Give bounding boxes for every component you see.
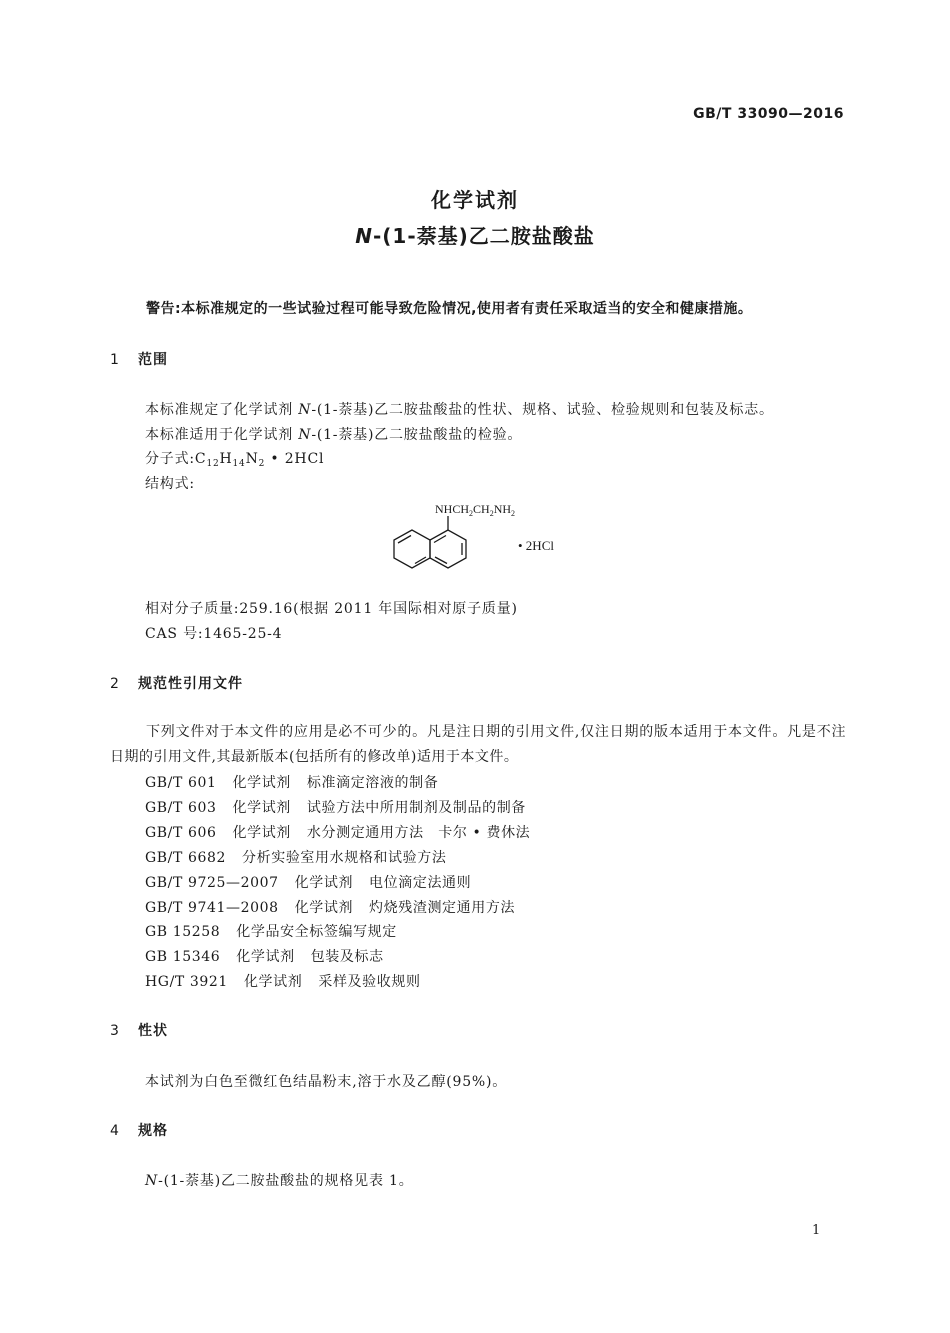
- properties-text: 本试剂为白色至微红色结晶粉末,溶于水及乙醇(95%)。: [145, 1074, 508, 1090]
- italic-n: N: [298, 427, 312, 443]
- reference-code: GB/T 606: [145, 825, 217, 841]
- reference-item: [145, 872, 471, 892]
- structural-formula-diagram: [380, 498, 580, 580]
- section-title: 规范性引用文件: [138, 676, 243, 692]
- reference-title: 试验方法中所用制剂及制品的制备: [306, 800, 526, 816]
- formula-sub: 12: [206, 459, 220, 469]
- naphthalene-rings: [394, 516, 466, 568]
- specification-text: [145, 1170, 414, 1190]
- reference-item: [145, 946, 384, 966]
- section-3-heading: [110, 1020, 168, 1040]
- section-2-heading: [110, 673, 243, 693]
- structure-label: 结构式:: [145, 476, 195, 492]
- reference-name: 化学试剂: [243, 974, 303, 990]
- normative-references-intro: 下列文件对于本文件的应用是必不可少的。凡是注日期的引用文件,仅注日期的版本适用于本文件。凡是不注日期的引用文件,其最新版本(包括所有的修改单)适用于本文件。: [110, 724, 846, 765]
- formula-label: 分子式:: [145, 451, 195, 467]
- section-number: 2: [110, 676, 120, 692]
- reference-name: 化学试剂: [294, 875, 354, 891]
- reference-code: GB 15258: [145, 924, 221, 940]
- formula-sub: 2: [258, 459, 266, 469]
- scope-paragraph-1: [145, 399, 774, 419]
- reference-name: 化学试剂: [294, 900, 354, 916]
- title-line-2-rest: -(1-萘基)乙二胺盐酸盐: [372, 224, 595, 248]
- reference-title: 标准滴定溶液的制备: [306, 775, 439, 791]
- text-run: 本标准规定了化学试剂: [145, 402, 299, 418]
- formula-h: H: [219, 451, 233, 467]
- reference-code: GB/T 603: [145, 800, 217, 816]
- reference-title: 灼烧残渣测定通用方法: [369, 900, 516, 916]
- reference-name: 化学试剂: [232, 825, 291, 841]
- reference-code: GB 15346: [145, 949, 221, 965]
- text-run: -(1-萘基)乙二胺盐酸盐的性状、规格、试验、检验规则和包装及标志。: [311, 402, 774, 418]
- reference-code: HG/T 3921: [145, 974, 228, 990]
- reference-item: [145, 921, 413, 941]
- section-title: 规格: [138, 1123, 168, 1139]
- formula-suffix: • 2HCl: [265, 451, 325, 467]
- reference-name: 分析实验室用水规格和试验方法: [242, 850, 447, 866]
- italic-n: N: [145, 1173, 159, 1189]
- italic-n: N: [298, 402, 312, 418]
- formula-c: C: [194, 451, 207, 467]
- reference-title: 电位滴定法通则: [369, 875, 472, 891]
- reference-item: [145, 822, 530, 842]
- title-line-1: 化学试剂: [431, 188, 519, 212]
- left-ring: [394, 530, 430, 568]
- section-title: 性状: [138, 1023, 168, 1039]
- scope-paragraph-2: [145, 424, 522, 444]
- reference-code: GB/T 6682: [145, 850, 227, 866]
- reference-code: GB/T 601: [145, 775, 217, 791]
- section-number: 1: [110, 352, 120, 368]
- text-run: -(1-萘基)乙二胺盐酸盐的检验。: [311, 427, 523, 443]
- reference-code: GB/T 9725—2007: [145, 875, 279, 891]
- section-number: 4: [110, 1123, 120, 1139]
- title-line-2: [0, 220, 950, 249]
- right-ring: [430, 530, 466, 568]
- standard-code: GB/T 33090—2016: [693, 106, 844, 122]
- section-1-heading: [110, 349, 168, 369]
- text-run: 本标准适用于化学试剂: [145, 427, 299, 443]
- reference-title: 水分测定通用方法 卡尔 • 费休法: [306, 825, 531, 841]
- section-number: 3: [110, 1023, 120, 1039]
- section-title: 范围: [138, 352, 168, 368]
- page-number: 1: [812, 1223, 821, 1238]
- cas-number: CAS 号:1465-25-4: [145, 626, 283, 642]
- reference-item: [145, 971, 421, 991]
- text-run: -(1-萘基)乙二胺盐酸盐的规格见表 1。: [158, 1173, 414, 1189]
- formula-sub: 14: [232, 459, 246, 469]
- reference-item: [145, 847, 462, 867]
- formula-n: N: [245, 451, 259, 467]
- substituent-label: $NHCH_2CH_2NH_2$: [435, 502, 516, 518]
- title-italic-n: N: [355, 224, 373, 248]
- reference-title: 包装及标志: [310, 949, 384, 965]
- reference-title: 采样及验收规则: [318, 974, 421, 990]
- reference-item: [145, 772, 438, 792]
- reference-item: [145, 797, 526, 817]
- reference-code: GB/T 9741—2008: [145, 900, 279, 916]
- safety-warning: 警告:本标准规定的一些试验过程可能导致危险情况,使用者有责任采取适当的安全和健康措施。: [146, 301, 753, 317]
- relative-molecular-mass: 相对分子质量:259.16(根据 2011 年国际相对原子质量): [145, 601, 518, 617]
- molecular-formula: [145, 448, 324, 469]
- reference-name: 化学试剂: [232, 800, 291, 816]
- salt-label: • 2HCl: [518, 538, 554, 553]
- reference-name: 化学品安全标签编写规定: [236, 924, 397, 940]
- reference-item: [145, 897, 515, 917]
- reference-name: 化学试剂: [232, 775, 291, 791]
- reference-name: 化学试剂: [236, 949, 295, 965]
- section-4-heading: [110, 1120, 168, 1140]
